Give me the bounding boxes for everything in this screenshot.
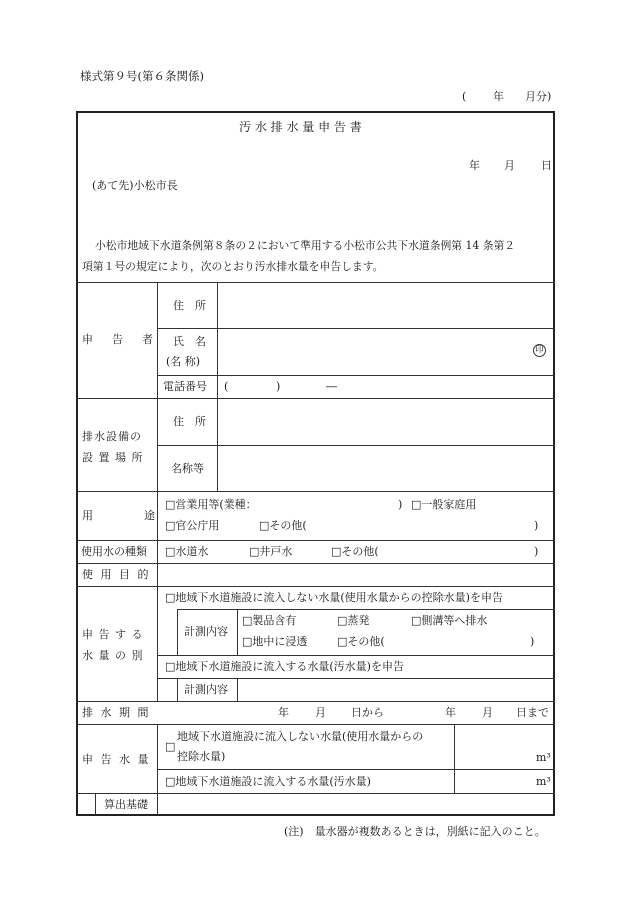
rule xyxy=(157,282,158,701)
date-year-label: 年 xyxy=(469,159,480,172)
addressee: (あて先)小松市長 xyxy=(92,179,178,192)
amount-not-flowing-checkbox[interactable]: □ xyxy=(165,740,176,753)
purpose-label: 使 用 目 的 xyxy=(82,568,151,581)
declarant-label: 申 告 者 xyxy=(82,333,157,346)
facility-name-field[interactable] xyxy=(218,446,554,491)
period-from: 日から xyxy=(351,706,384,719)
date-month-label: 月 xyxy=(504,159,515,172)
usage-business-close: ) xyxy=(398,498,403,511)
measure-label-2: 計測内容 xyxy=(184,683,228,696)
usage-household-option[interactable]: □一般家庭用 xyxy=(411,498,477,511)
declarant-name-field[interactable] xyxy=(218,329,528,375)
period-month-label: 月分) xyxy=(525,90,552,103)
form-number: 様式第９号(第６条関係) xyxy=(80,69,204,83)
category-not-flowing-option[interactable]: □地域下水道施設に流入しない水量(使用水量からの控除水量)を申告 xyxy=(165,591,503,604)
declaration-line-1: 小松市地域下水道条例第８条の２において準用する小松市公共下水道条例第 14 条第２ xyxy=(95,239,516,252)
amount-not-flowing-label-2: 控除水量) xyxy=(177,750,226,763)
footnote: (注) 量水器が複数あるときは，別紙に記入のこと。 xyxy=(284,825,546,838)
usage-other-close: ) xyxy=(534,519,539,532)
measure-ditch-option[interactable]: □側溝等へ排水 xyxy=(411,614,488,627)
facility-label-1: 排水設備の xyxy=(82,430,142,443)
measure-evaporation-option[interactable]: □蒸発 xyxy=(337,614,370,627)
facility-name-label: 名称等 xyxy=(171,462,204,475)
measure-label: 計測内容 xyxy=(184,625,228,638)
form-title: 汚 水 排 水 量 申 告 書 xyxy=(239,120,362,134)
period-until: 日まで xyxy=(516,706,549,719)
rule xyxy=(77,586,554,587)
amount-not-flowing-label-1: 地域下水道施設に流入しない水量(使用水量からの xyxy=(177,730,424,743)
rule xyxy=(177,678,178,701)
seal-mark: 印 xyxy=(533,344,546,357)
measure-other-close: ) xyxy=(530,635,535,648)
usage-government-option[interactable]: □官公庁用 xyxy=(165,519,220,532)
declarant-name-label-2: (名 称) xyxy=(166,355,201,368)
facility-label-2: 設 置 場 所 xyxy=(82,451,144,464)
usage-label-a: 用 xyxy=(82,509,93,522)
category-label-2: 水 量 の 別 xyxy=(82,649,144,662)
period-year-label: 年 xyxy=(493,90,504,103)
period-month-2: 月 xyxy=(482,706,493,719)
phone-dash: ― xyxy=(326,380,337,393)
purpose-field[interactable] xyxy=(158,564,554,586)
rule xyxy=(177,609,178,655)
water-other-close: ) xyxy=(534,545,539,558)
category-label-1: 申 告 す る xyxy=(82,628,144,641)
amount-label: 申 告 水 量 xyxy=(82,753,151,766)
phone-open-paren: ( xyxy=(224,380,229,393)
phone-close-paren: ) xyxy=(276,380,281,393)
category-flowing-option[interactable]: □地域下水道施設に流入する水量(汚水量)を申告 xyxy=(165,660,404,673)
measure-infiltration-option[interactable]: □地中に浸透 xyxy=(242,635,308,648)
facility-address-field[interactable] xyxy=(218,399,554,445)
water-well-option[interactable]: □井戸水 xyxy=(249,545,293,558)
usage-other-option[interactable]: □その他( xyxy=(259,519,307,532)
rule xyxy=(77,701,554,702)
period-label: 排 水 期 間 xyxy=(82,706,151,719)
rule xyxy=(95,793,96,815)
period-year-1: 年 xyxy=(278,706,289,719)
measure-field-2[interactable] xyxy=(238,679,554,701)
declaration-line-2: 項第１号の規定により，次のとおり汚水排水量を申告します。 xyxy=(82,260,384,273)
basis-field[interactable] xyxy=(158,794,554,815)
facility-address-label: 住 所 xyxy=(173,415,206,428)
period-month-1: 月 xyxy=(315,706,326,719)
usage-label-b: 途 xyxy=(144,509,155,522)
usage-business-option[interactable]: □営業用等(業種： xyxy=(165,498,257,511)
rule xyxy=(77,491,554,492)
amount-unit-2: m³ xyxy=(536,775,551,788)
rule xyxy=(177,609,554,610)
water-tap-option[interactable]: □水道水 xyxy=(165,545,209,558)
phone-label: 電話番号 xyxy=(163,380,207,393)
measure-other-option[interactable]: □その他( xyxy=(337,635,385,648)
rule xyxy=(157,655,554,656)
basis-label: 算出基礎 xyxy=(104,798,148,811)
date-day-label: 日 xyxy=(541,159,552,172)
declarant-name-label: 氏 名 xyxy=(173,335,206,348)
amount-unit-1: m³ xyxy=(536,751,551,764)
period-year-2: 年 xyxy=(445,706,456,719)
declarant-address-field[interactable] xyxy=(218,283,554,328)
water-type-label: 使用水の種類 xyxy=(81,545,147,558)
rule xyxy=(237,609,238,655)
period-open: ( xyxy=(462,90,467,103)
water-other-option[interactable]: □その他( xyxy=(331,545,379,558)
declarant-address-label: 住 所 xyxy=(173,299,206,312)
measure-product-option[interactable]: □製品含有 xyxy=(242,614,297,627)
amount-flowing-option[interactable]: □地域下水道施設に流入する水量(汚水量) xyxy=(165,775,371,788)
rule xyxy=(77,540,554,541)
